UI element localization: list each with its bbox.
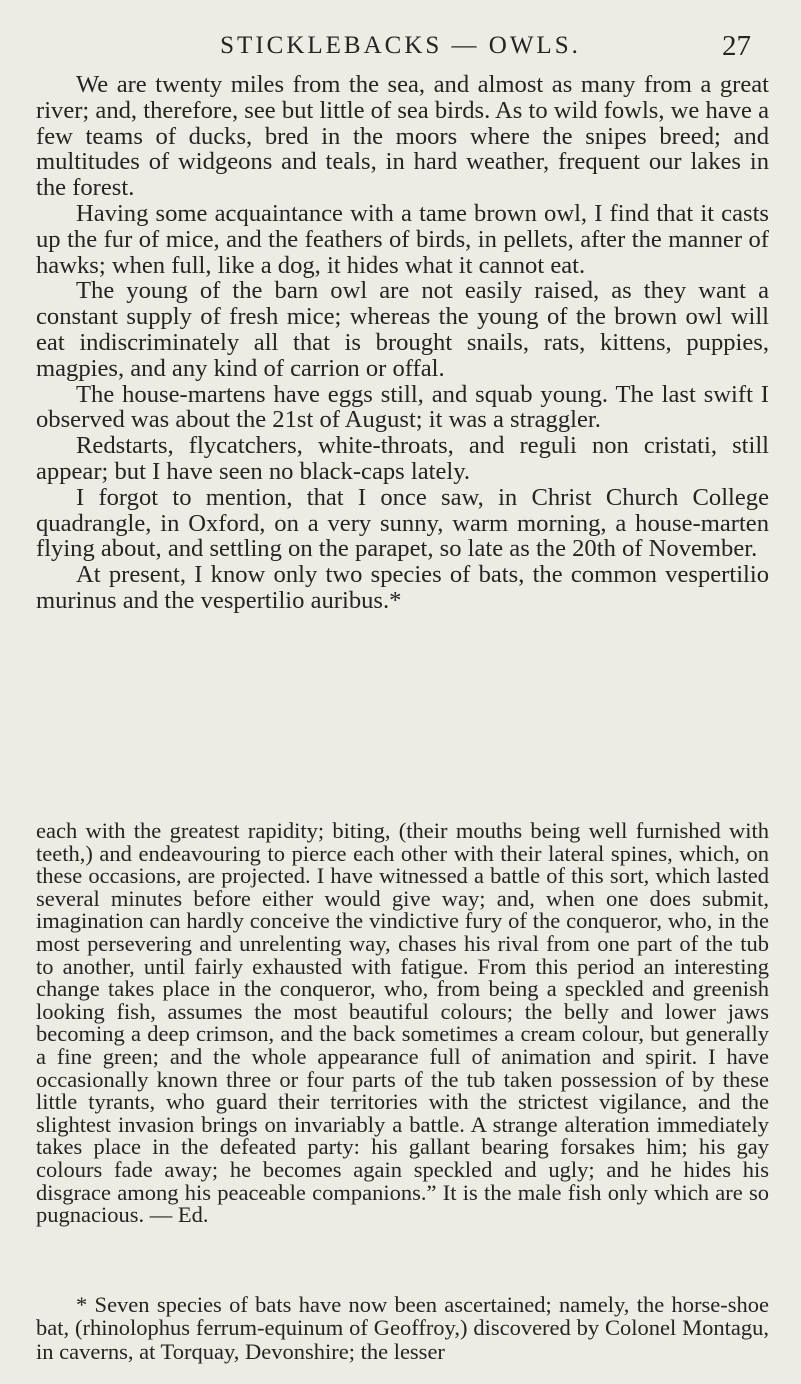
paragraph-brown-owl: Having some acquaintance with a tame brown owl, I find that it casts up the fur of mice, and the feathers of birds, in pellets, after the manner of hawks; when full, like a dog, it hides what it cannot eat. [36, 199, 769, 279]
main-text [36, 72, 769, 614]
running-head [0, 30, 801, 70]
paragraph-oxford: I forgot to mention, that I once saw, in Christ Church College quadrangle, in Oxford, on a very sunny, warm morning, a house-marten flying about, and settling on the parapet, so late as the 20th of November. [36, 483, 769, 563]
running-head-title: STICKLEBACKS — OWLS. [220, 32, 581, 59]
paragraph-redstarts: Redstarts, flycatchers, white-throats, and reguli non cristati, still appear; but I have seen no black-caps lately. [36, 432, 769, 485]
stickleback-note [36, 820, 769, 1227]
paragraph-barn-owl: The young of the barn owl are not easily raised, as they want a constant supply of fresh mice; whereas the young of the brown owl will eat indiscriminately all that is brought snails, rats, kittens, puppies, magpies, and any kind of carrion or offal. [36, 277, 769, 382]
paragraph-sea-birds: We are twenty miles from the sea, and almost as many from a great river; and, therefore, see but little of sea birds. As to wild fowls, we have a few teams of ducks, bred in the moors where the snipes breed; and multitudes of widgeons and teals, in hard weather, frequent our lakes in the forest. [36, 71, 769, 202]
footnote [36, 1293, 769, 1363]
page-number: 27 [722, 30, 751, 62]
footnote-text: * Seven species of bats have now been ascertained; namely, the horse-shoe bat, (rhinolophus ferrum-equinum of Geoffroy,) discovered by Colonel Montagu, in caverns, at Torquay, Devonshire; the lesser [36, 1292, 769, 1364]
stickleback-note-text: each with the greatest rapidity; biting, (their mouths being well furnished with teeth,) and endeavouring to pierce each other with their lateral spines, which, on these occasions, are projected. I have witnessed a battle of this sort, which lasted several minutes before either would give way; and, when one does submit, imagination can hardly conceive the vindictive fury of the conqueror, who, in the most persevering and unrelenting way, chases his rival from one part of the tub to another, until fairly exhausted with fatigue. From this period an interesting change takes place in the conqueror, who, from being a speckled and greenish looking fish, assumes the most beautiful colours; the belly and lower jaws becoming a deep crimson, and the back sometimes a cream colour, but generally a fine green; and the whole appearance full of animation and spirit. I have occasionally known three or four parts of the tub taken possession of by these little tyrants, who guard their territories with the strictest vigilance, and the slightest invasion brings on invariably a battle. A strange alteration immediately takes place in the defeated party: his gallant bearing forsakes him; his gay colours fade away; he becomes again speckled and ugly; and he hides his disgrace among his peaceable companions.” It is the male fish only which are so pugnacious. — Ed. [36, 818, 769, 1228]
paragraph-bats: At present, I know only two species of bats, the common vespertilio murinus and the vespertilio auribus.* [36, 561, 769, 614]
paragraph-house-martens: The house-martens have eggs still, and squab young. The last swift I observed was about the 21st of August; it was a straggler. [36, 380, 769, 434]
